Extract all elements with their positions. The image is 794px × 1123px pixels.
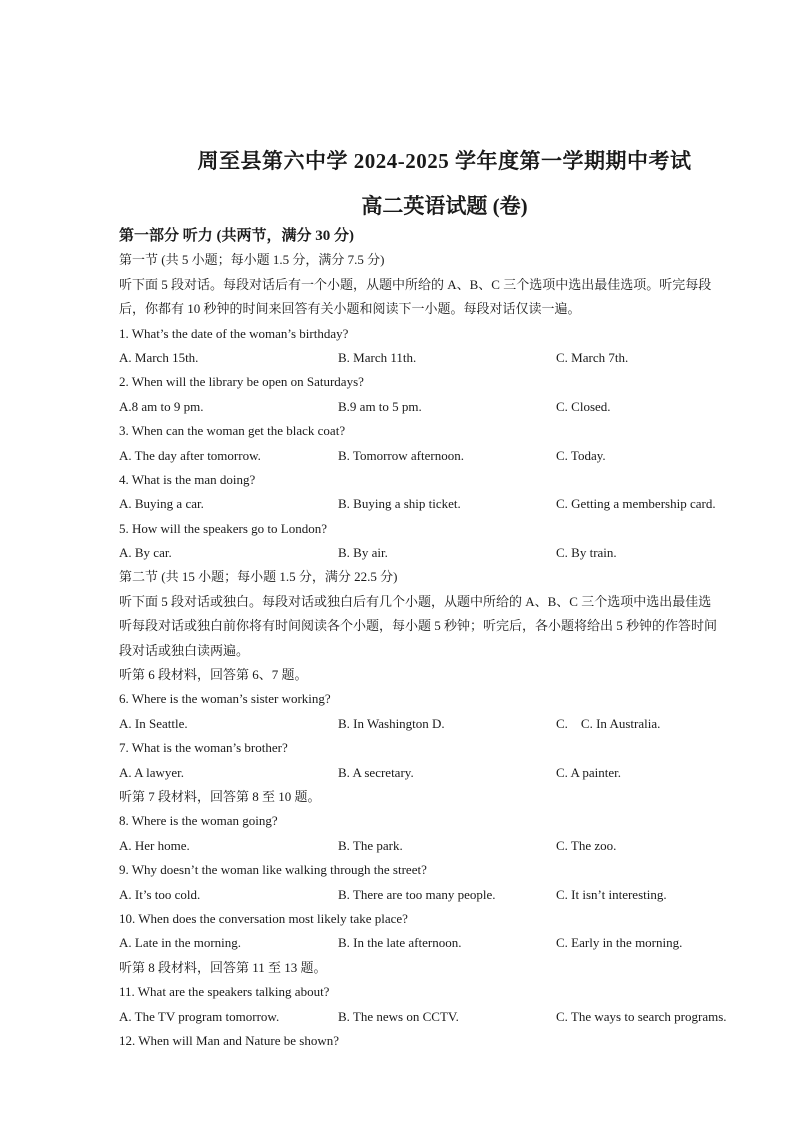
material-note: 听第 8 段材料，回答第 11 至 13 题。 [119, 959, 327, 975]
instruction-line: 听每段对话或独白前你将有时间阅读各个小题，每小题 5 秒钟；听完后，各小题将给出 5 秒钟的作答时间 [119, 618, 718, 634]
part-heading: 第一部分 听力 (共两节，满分 30 分) [119, 228, 354, 244]
option-a: A. It’s too cold. [119, 886, 201, 902]
option-b: B. A secretary. [338, 764, 414, 780]
question-12: 12. When will Man and Nature be shown? [119, 1032, 339, 1048]
options-row [119, 541, 739, 565]
options-row [119, 444, 739, 468]
question-11: 11. What are the speakers talking about? [119, 984, 330, 1000]
option-a: A. The TV program tomorrow. [119, 1008, 280, 1024]
instruction-line: 听下面 5 段对话。每段对话后有一个小题，从题中所给的 A、B、C 三个选项中选出最佳选项。听完每段 [119, 276, 712, 292]
option-a: A. March 15th. [119, 349, 199, 365]
option-c: C. March 7th. [556, 349, 629, 365]
instruction-line: 后，你都有 10 秒钟的时间来回答有关小题和阅读下一小题。每段对话仅读一遍。 [119, 301, 581, 317]
option-b: B. There are too many people. [338, 886, 496, 902]
question-3: 3. When can the woman get the black coat? [119, 423, 346, 439]
question-4: 4. What is the man doing? [119, 471, 256, 487]
option-b: B. Tomorrow afternoon. [338, 447, 464, 463]
option-a: A. Her home. [119, 837, 190, 853]
question-2: 2. When will the library be open on Saturdays? [119, 374, 364, 390]
material-note: 听第 6 段材料，回答第 6、7 题。 [119, 667, 308, 683]
question-10: 10. When does the conversation most likely take place? [119, 910, 408, 926]
option-c: C. C. In Australia. [556, 715, 661, 731]
option-a: A. A lawyer. [119, 764, 184, 780]
option-b: B. The news on CCTV. [338, 1008, 459, 1024]
option-c: C. Getting a membership card. [556, 496, 716, 512]
option-b: B.9 am to 5 pm. [338, 398, 422, 414]
option-a: A. Late in the morning. [119, 935, 242, 951]
question-6: 6. Where is the woman’s sister working? [119, 691, 331, 707]
options-row [119, 712, 739, 736]
material-note: 听第 7 段材料，回答第 8 至 10 题。 [119, 788, 321, 804]
option-b: B. In Washington D. [338, 715, 445, 731]
option-a: A. By car. [119, 545, 172, 561]
option-c: C. The zoo. [556, 837, 617, 853]
option-b: B. In the late afternoon. [338, 935, 462, 951]
option-a: A. The day after tomorrow. [119, 447, 261, 463]
exam-content [119, 224, 739, 1053]
options-row [119, 761, 739, 785]
option-a: A. In Seattle. [119, 715, 188, 731]
option-c: C. The ways to search programs. [556, 1008, 727, 1024]
options-row [119, 346, 739, 370]
question-8: 8. Where is the woman going? [119, 813, 278, 829]
options-row [119, 1005, 739, 1029]
options-row [119, 395, 739, 419]
option-c: C. By train. [556, 545, 617, 561]
section-heading: 第一节 (共 5 小题；每小题 1.5 分，满分 7.5 分) [119, 252, 385, 268]
options-row [119, 931, 739, 955]
option-b: B. Buying a ship ticket. [338, 496, 461, 512]
options-row [119, 834, 739, 858]
option-b: B. March 11th. [338, 349, 417, 365]
question-9: 9. Why doesn’t the woman like walking through the street? [119, 862, 427, 878]
question-7: 7. What is the woman’s brother? [119, 740, 288, 756]
section-heading: 第二节 (共 15 小题；每小题 1.5 分，满分 22.5 分) [119, 569, 398, 585]
exam-title: 周至县第六中学 2024-2025 学年度第一学期期中考试 [197, 149, 692, 173]
options-row [119, 883, 739, 907]
instruction-line: 段对话或独白读两遍。 [119, 642, 250, 658]
question-5: 5. How will the speakers go to London? [119, 520, 327, 536]
option-c: C. A painter. [556, 764, 621, 780]
question-1: 1. What’s the date of the woman’s birthday? [119, 325, 349, 341]
option-c: C. It isn’t interesting. [556, 886, 667, 902]
option-b: B. The park. [338, 837, 403, 853]
options-row [119, 492, 739, 516]
exam-subtitle: 高二英语试题 (卷) [361, 194, 528, 218]
option-c: C. Closed. [556, 398, 611, 414]
option-a: A.8 am to 9 pm. [119, 398, 204, 414]
option-c: C. Early in the morning. [556, 935, 683, 951]
option-a: A. Buying a car. [119, 496, 204, 512]
option-b: B. By air. [338, 545, 388, 561]
instruction-line: 听下面 5 段对话或独白。每段对话或独白后有几个小题，从题中所给的 A、B、C 三个选项中选出最佳选 [119, 593, 712, 609]
option-c: C. Today. [556, 447, 606, 463]
